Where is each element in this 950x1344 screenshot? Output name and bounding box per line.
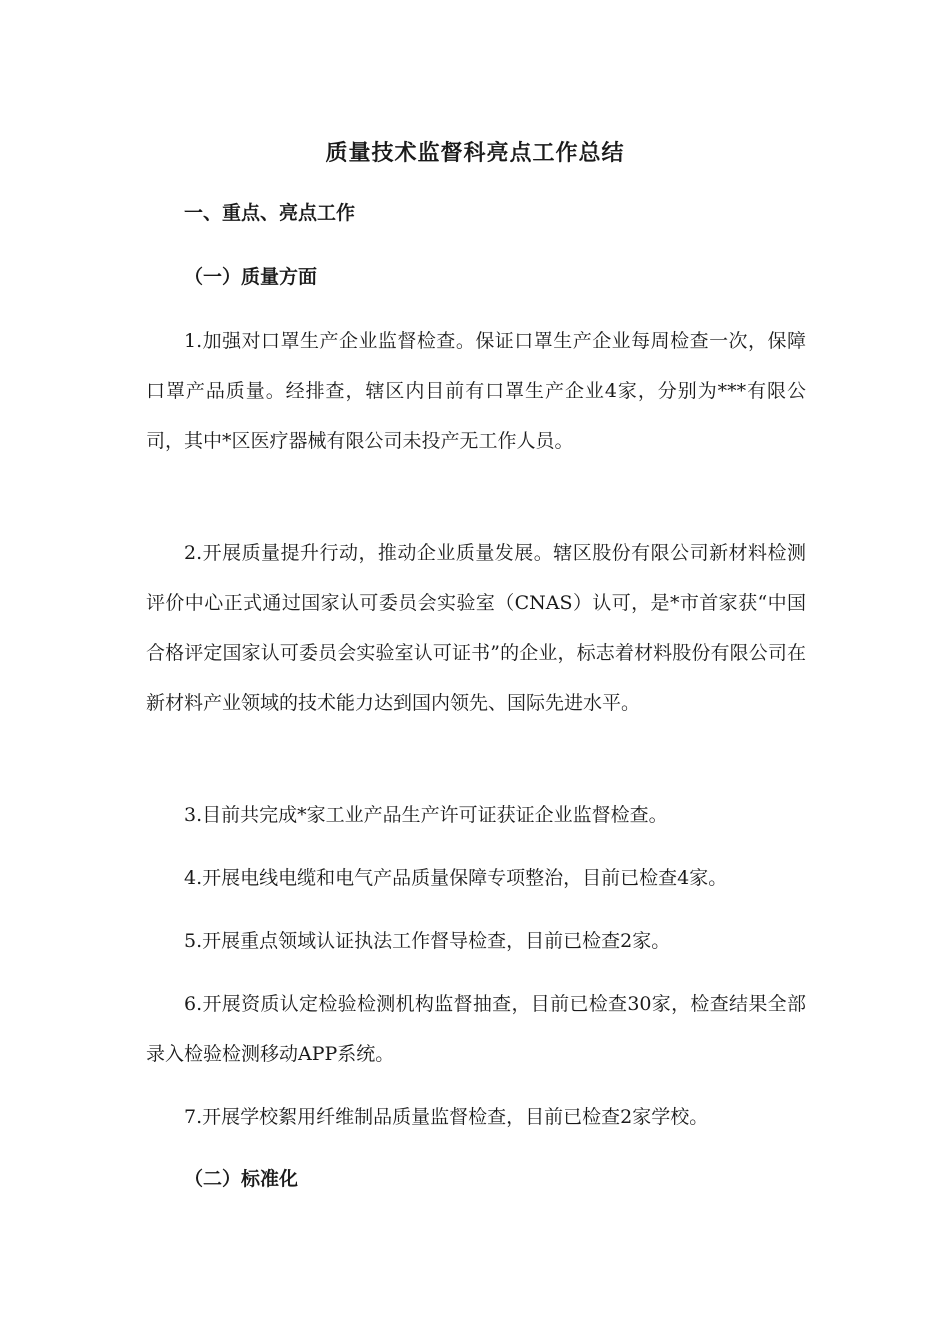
paragraph-item-3: 3.目前共完成*家工业产品生产许可证获证企业监督检查。 xyxy=(184,804,668,826)
paragraph-item-1: 1.加强对口罩生产企业监督检查。保证口罩生产企业每周检查一次，保障口罩产品质量。经排查，辖区内目前有口罩生产企业4家，分别为***有限公司，其中*区医疗器械有限公司未投产无工作人员。 xyxy=(146,330,806,452)
subsection-heading-standardization: （二）标准化 xyxy=(184,1168,299,1190)
paragraph-item-6: 6.开展资质认定检验检测机构监督抽查，目前已检查30家，检查结果全部录入检验检测移动APP系统。 xyxy=(146,993,806,1065)
document-title: 质量技术监督科亮点工作总结 xyxy=(325,140,625,166)
section-heading-key-work: 一、重点、亮点工作 xyxy=(184,202,356,224)
subsection-heading-quality: （一）质量方面 xyxy=(184,266,318,288)
paragraph-item-5: 5.开展重点领域认证执法工作督导检查，目前已检查2家。 xyxy=(184,930,671,952)
paragraph-item-4: 4.开展电线电缆和电气产品质量保障专项整治，目前已检查4家。 xyxy=(184,867,728,889)
paragraph-item-7: 7.开展学校絮用纤维制品质量监督检查，目前已检查2家学校。 xyxy=(184,1106,709,1128)
paragraph-item-2: 2.开展质量提升行动，推动企业质量发展。辖区股份有限公司新材料检测评价中心正式通过国家认可委员会实验室（CNAS）认可，是*市首家获“中国合格评定国家认可委员会实验室认可证书”的企业，标志着材料股份有限公司在新材料产业领域的技术能力达到国内领先、国际先进水平。 xyxy=(146,542,806,714)
